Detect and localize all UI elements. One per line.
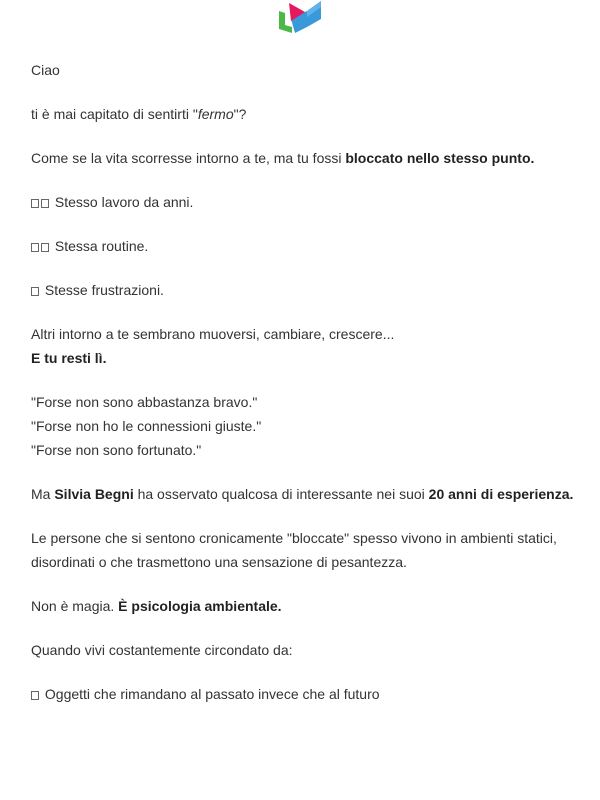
list-item-text: Stesse frustrazioni. <box>44 282 164 298</box>
author-name: Silvia Begni <box>54 486 134 502</box>
environment-paragraph: Le persone che si sentono cronicamente "bloccate" spesso vivono in ambienti statici, disordinati o che trasmettono una sensazione di pesantezza. <box>31 530 557 570</box>
brand-logo-icon <box>277 0 323 33</box>
missing-emoji-glyph-icon <box>31 199 39 208</box>
intro-question-italic: fermo <box>197 106 234 122</box>
greeting: Ciao <box>31 62 60 78</box>
missing-emoji-glyph-icon <box>41 199 49 208</box>
list-item <box>31 278 581 302</box>
psychology-paragraph <box>31 594 581 618</box>
list-item <box>31 234 581 258</box>
list-item-text: Stesso lavoro da anni. <box>54 194 194 210</box>
missing-emoji-glyph-icon <box>31 243 39 252</box>
email-body <box>31 58 581 726</box>
missing-emoji-glyph-icon <box>41 243 49 252</box>
quotes-block <box>31 390 581 462</box>
psychology-bold: È psicologia ambientale. <box>118 598 282 614</box>
list-item <box>31 190 581 214</box>
list-item-text: Oggetti che rimandano al passato invece che al futuro <box>44 686 380 702</box>
surrounded-paragraph: Quando vivi costantemente circondato da: <box>31 642 293 658</box>
others-text: Altri intorno a te sembrano muoversi, cambiare, crescere... <box>31 326 395 342</box>
quote-line: "Forse non sono fortunato." <box>31 442 202 458</box>
others-paragraph <box>31 322 581 370</box>
experience-bold: 20 anni di esperienza. <box>428 486 574 502</box>
intro-question-text: ti è mai capitato di sentirti " <box>31 106 198 122</box>
intro-question <box>31 102 581 126</box>
quote-line: "Forse non ho le connessioni giuste." <box>31 418 262 434</box>
stuck-text: Come se la vita scorresse intorno a te, ma tu fossi <box>31 150 346 166</box>
list-item-text: Stessa routine. <box>54 238 149 254</box>
list-item <box>31 682 581 706</box>
header <box>0 0 600 36</box>
stuck-bold: bloccato nello stesso punto. <box>345 150 535 166</box>
others-bold: E tu resti lì. <box>31 350 107 366</box>
missing-emoji-glyph-icon <box>31 691 39 700</box>
intro-question-end: "? <box>233 106 247 122</box>
missing-emoji-glyph-icon <box>31 287 39 296</box>
silvia-text-mid: ha osservato qualcosa di interessante nei suoi <box>133 486 429 502</box>
silvia-text-pre: Ma <box>31 486 55 502</box>
stuck-paragraph <box>31 146 581 170</box>
quote-line: "Forse non sono abbastanza bravo." <box>31 394 258 410</box>
silvia-paragraph <box>31 482 581 506</box>
psychology-text: Non è magia. <box>31 598 119 614</box>
